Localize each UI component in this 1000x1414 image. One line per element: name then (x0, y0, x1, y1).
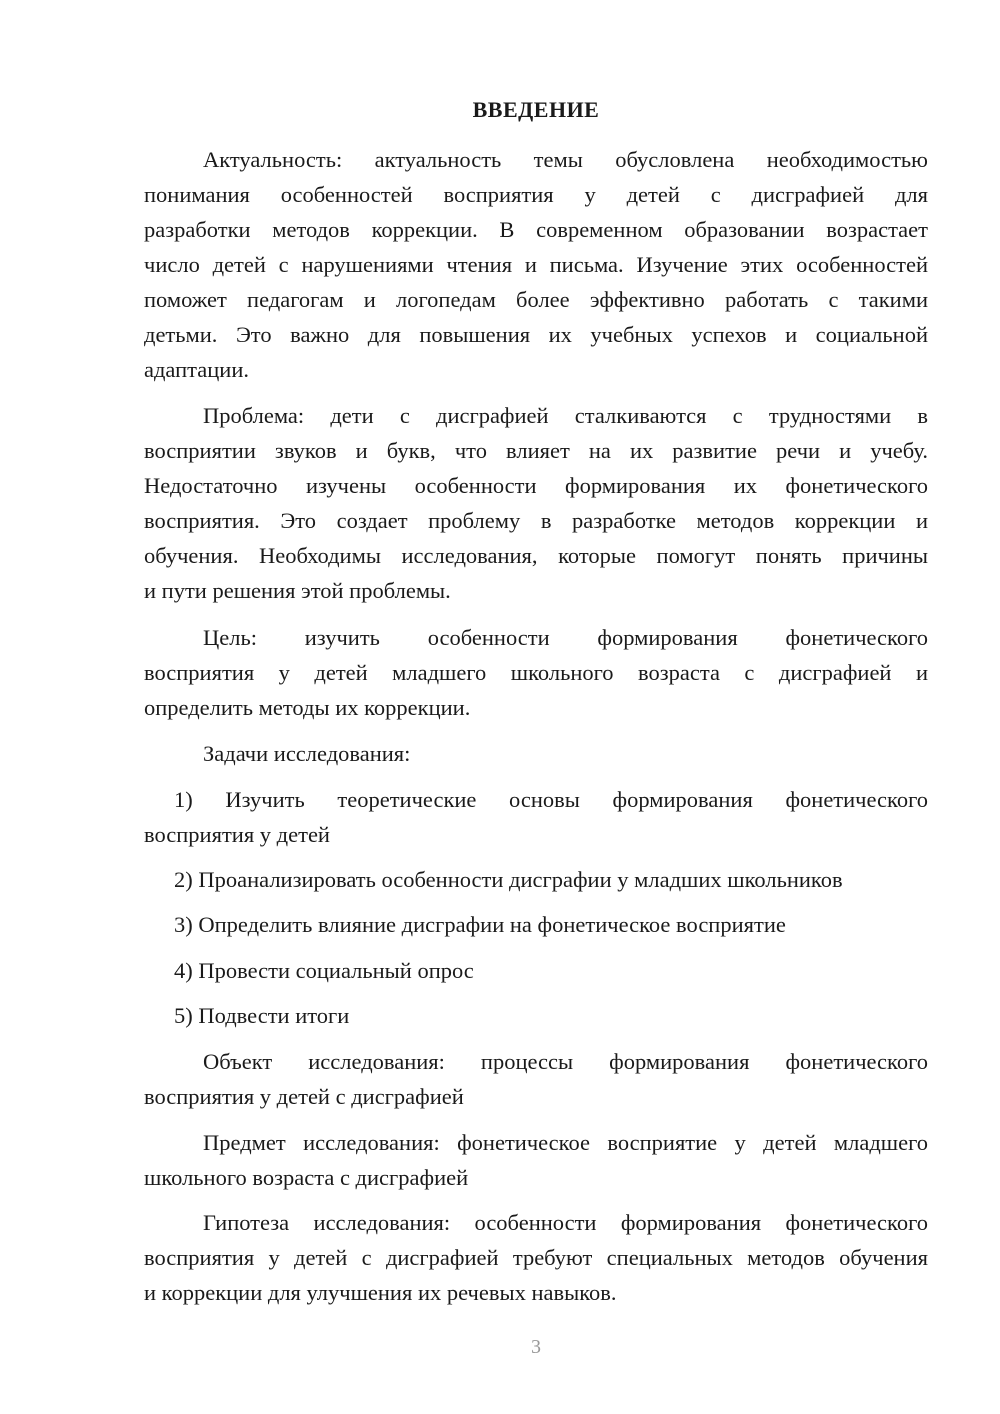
text-line: восприятия. Это создает проблему в разработке методов коррекции и (144, 508, 928, 533)
text-line: разработки методов коррекции. В современном образовании возрастает (144, 217, 928, 242)
text-line: Задачи исследования: (203, 741, 411, 766)
text-line: Актуальность: актуальность темы обусловлена необходимостью (203, 147, 928, 172)
text-line: 3) Определить влияние дисграфии на фонетическое восприятие (174, 912, 786, 937)
text-line: число детей с нарушениями чтения и письма. Изучение этих особенностей (144, 252, 928, 277)
text-line: восприятии звуков и букв, что влияет на их развитие речи и учебу. (144, 438, 928, 463)
text-line: восприятия у детей (144, 822, 330, 847)
text-line: обучения. Необходимы исследования, которые помогут понять причины (144, 543, 928, 568)
text-line: поможет педагогам и логопедам более эффективно работать с такими (144, 287, 928, 312)
text-line: понимания особенностей восприятия у детей с дисграфией для (144, 182, 928, 207)
text-line: и пути решения этой проблемы. (144, 578, 451, 603)
text-line: восприятия у детей с дисграфией требуют специальных методов обучения (144, 1245, 928, 1270)
text-line: 5) Подвести итоги (174, 1003, 350, 1028)
text-line: Цель: изучить особенности формирования фонетического (203, 625, 928, 650)
text-line: 4) Провести социальный опрос (174, 958, 474, 983)
text-line: детьми. Это важно для повышения их учебных успехов и социальной (144, 322, 928, 347)
text-line: Проблема: дети с дисграфией сталкиваются с трудностями в (203, 403, 928, 428)
text-line: 1) Изучить теоретические основы формирования фонетического (174, 787, 928, 812)
text-line: адаптации. (144, 357, 250, 382)
text-line: Предмет исследования: фонетическое восприятие у детей младшего (203, 1130, 928, 1155)
text-line: Гипотеза исследования: особенности формирования фонетического (203, 1210, 928, 1235)
text-line: восприятия у детей с дисграфией (144, 1084, 464, 1109)
text-line: определить методы их коррекции. (144, 695, 471, 720)
text-line: 2) Проанализировать особенности дисграфии у младших школьников (174, 867, 843, 892)
page-number: 3 (531, 1336, 541, 1358)
text-line: Объект исследования: процессы формирования фонетического (203, 1049, 928, 1074)
text-line: Недостаточно изучены особенности формирования их фонетического (144, 473, 928, 498)
text-line: школьного возраста с дисграфией (144, 1165, 469, 1190)
page-title: ВВЕДЕНИЕ (472, 97, 600, 122)
text-line: восприятия у детей младшего школьного возраста с дисграфией и (144, 660, 928, 685)
text-line: и коррекции для улучшения их речевых навыков. (144, 1280, 617, 1305)
